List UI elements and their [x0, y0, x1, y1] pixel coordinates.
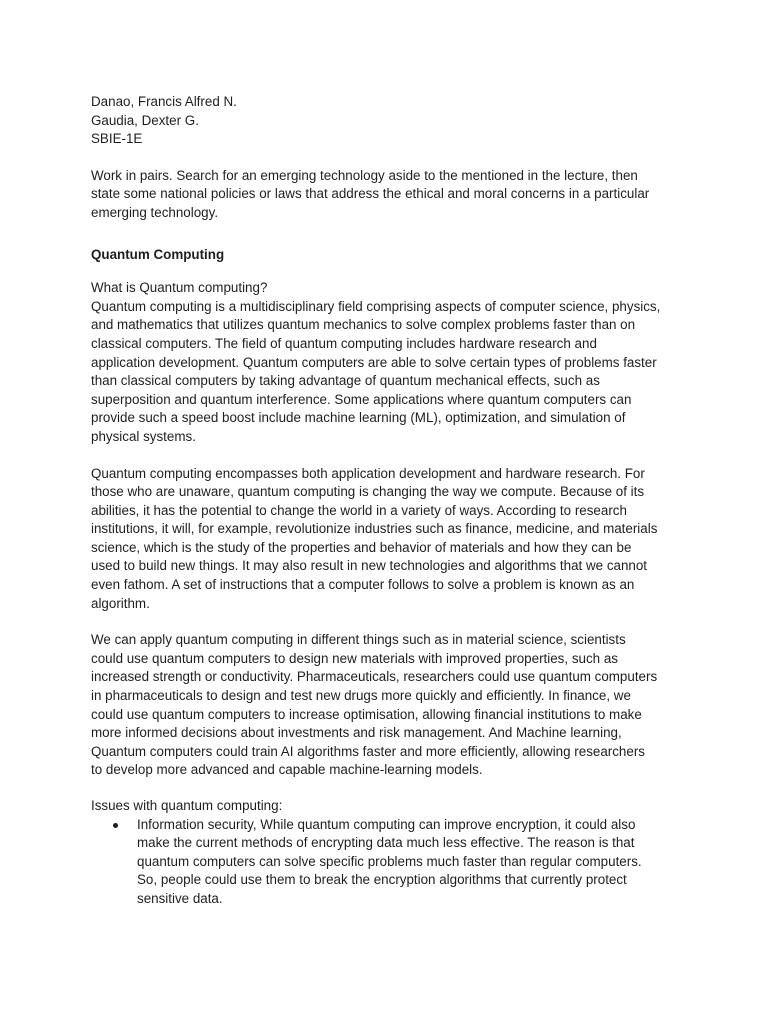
text-line: in pharmaceuticals to design and test new drugs more quickly and efficiently. In finance, we — [91, 688, 631, 704]
encompasses-paragraph — [91, 465, 683, 614]
text-line: used to build new things. It may also result in new technologies and algorithms that we cannot — [91, 558, 648, 574]
text-line: So, people could use them to break the encryption algorithms that currently protect — [137, 872, 627, 888]
text-line: more informed decisions about investments and risk management. And Machine learning, — [91, 725, 622, 741]
text-line: physical systems. — [91, 428, 196, 444]
text-line: than classical computers by taking advantage of quantum mechanical effects, such as — [91, 373, 600, 389]
text-line: provide such a speed boost include machine learning (ML), optimization, and simulation of — [91, 410, 626, 426]
text-line: those who are unaware, quantum computing is changing the way we compute. Because of its — [91, 484, 645, 500]
text-line: state some national policies or laws that address the ethical and moral concerns in a particular — [91, 186, 650, 202]
author-name: Gaudia, Dexter G. — [91, 112, 199, 128]
text-line: sensitive data. — [137, 890, 223, 906]
text-line: even fathom. A set of instructions that a computer follows to solve a problem is known as an — [91, 577, 635, 593]
text-line: Quantum computing is a multidisciplinary field comprising aspects of computer science, physics, — [91, 298, 661, 314]
issues-label: Issues with quantum computing: — [91, 798, 283, 813]
text-line: to develop more advanced and capable machine-learning models. — [91, 762, 483, 778]
text-line: emerging technology. — [91, 204, 219, 220]
text-line: superposition and quantum interference. Some applications where quantum computers can — [91, 391, 632, 407]
author-block — [91, 93, 683, 149]
text-line: could use quantum computers to increase optimisation, allowing financial institutions to make — [91, 706, 642, 722]
text-line: We can apply quantum computing in different things such as in material science, scientists — [91, 632, 626, 648]
text-line: make the current methods of encrypting data much less effective. The reason is that — [137, 835, 635, 851]
definition-paragraph — [91, 298, 683, 447]
text-line: Information security, While quantum computing can improve encryption, it could also — [137, 816, 636, 832]
text-line: increased strength or conductivity. Pharmaceuticals, researchers could use quantum computers — [91, 669, 658, 685]
text-line: abilities, it has the potential to change the world in a variety of ways. According to research — [91, 502, 627, 518]
bullet-icon — [113, 823, 118, 828]
issue-list-item — [91, 816, 683, 909]
text-line: and mathematics that utilizes quantum mechanics to solve complex problems faster than on — [91, 317, 636, 333]
applications-paragraph — [91, 631, 683, 780]
text-line: classical computers. The field of quantum computing includes hardware research and — [91, 335, 597, 351]
document-content — [91, 93, 683, 909]
text-line: Quantum computers could train AI algorithms faster and more efficiently, allowing researchers — [91, 743, 645, 759]
text-line: algorithm. — [91, 595, 150, 611]
text-line: application development. Quantum computers are able to solve certain types of problems faster — [91, 354, 657, 370]
text-line: Work in pairs. Search for an emerging technology aside to the mentioned in the lecture, then — [91, 167, 638, 183]
section-heading: Quantum Computing — [91, 246, 225, 262]
text-line: could use quantum computers to design new materials with improved properties, such as — [91, 650, 618, 666]
instructions-paragraph — [91, 167, 683, 223]
question-text: What is Quantum computing? — [91, 280, 268, 296]
text-line: Quantum computing encompasses both application development and hardware research. For — [91, 465, 645, 481]
author-name: Danao, Francis Alfred N. — [91, 94, 237, 109]
text-line: quantum computers can solve specific problems much faster than regular computers. — [137, 853, 642, 869]
section-code: SBIE-1E — [91, 131, 143, 147]
text-line: institutions, it will, for example, revolutionize industries such as finance, medicine, and materials — [91, 521, 658, 537]
text-line: science, which is the study of the properties and behavior of materials and how they can be — [91, 539, 632, 555]
